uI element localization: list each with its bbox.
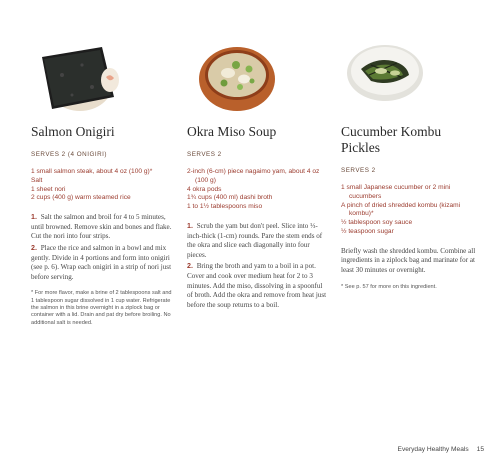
ingredient-item: 1 to 1½ tablespoons miso <box>187 203 263 211</box>
ingredient-item: ½ teaspoon sugar <box>341 227 394 235</box>
recipe-column-1 <box>31 124 173 327</box>
method-steps <box>31 213 173 282</box>
recipe-column-2 <box>187 124 329 312</box>
page-footer <box>398 446 484 453</box>
pickles-photo <box>341 35 451 115</box>
serves-label: SERVES 2 <box>341 167 376 174</box>
ingredient-item: ½ tablespoon soy sauce <box>341 219 413 227</box>
ingredient-list <box>341 184 483 237</box>
ingredient-item: Salt <box>31 176 43 184</box>
step-number: 2. <box>31 243 37 252</box>
recipe-title: Salmon Onigiri <box>31 124 115 139</box>
ingredient-list <box>31 168 173 203</box>
ingredient-item: 2-inch (6-cm) piece nagaimo yam, about 4 oz (100 g) <box>187 168 320 184</box>
method-step <box>31 244 173 282</box>
method-steps <box>187 222 329 310</box>
step-text: Scrub the yam but don't peel. Slice into ⅓-inch-thick (1-cm) rounds. Pare the stem ends of the okra and slice each diagonally into four pieces. <box>187 221 323 259</box>
step-text: Briefly wash the shredded kombu. Combine all ingredients in a ziplock bag and marinate for at least 30 minutes or overnight. <box>341 246 476 274</box>
ingredient-item: 1¾ cups (400 ml) dashi broth <box>187 194 273 202</box>
serves-label: SERVES 2 <box>187 151 222 158</box>
ingredient-list <box>187 168 329 212</box>
miso-soup-photo <box>184 35 294 115</box>
step-text: Bring the broth and yam to a boil in a pot. Cover and cook over medium heat for 2 to 3 minutes. Add the miso, dissolving in a spoonful of broth. Add the okra and remove from heat just before the soup returns to a boil. <box>187 262 327 309</box>
ingredient-item: A pinch of dried shredded kombu (kizami kombu)* <box>341 201 461 218</box>
method-step <box>341 247 483 276</box>
ingredient-item: 4 okra pods <box>187 185 222 193</box>
page-number: 15 <box>476 446 484 453</box>
method-step <box>187 262 329 310</box>
recipe-column-3 <box>341 124 483 291</box>
ingredient-item: 1 small Japanese cucumber or 2 mini cucumbers <box>341 184 451 200</box>
step-text: Place the rice and salmon in a bowl and mix gently. Divide in 4 portions and form into onigiri (see p. 6). Wrap each onigiri in a strip of nori just before serving. <box>31 243 172 281</box>
method-step <box>31 213 173 242</box>
serves-label: SERVES 2 (4 ONIGIRI) <box>31 151 108 158</box>
ingredient-item: 2 cups (400 g) warm steamed rice <box>31 194 131 202</box>
step-number: 1. <box>187 221 193 230</box>
recipe-footnote: * For more flavor, make a brine of 2 tablespoons salt and 1 tablespoon sugar dissolved in 1 cup water. Refrigerate the salmon in this brine overnight in a ziplock bag or container with a lid. Drain and pat dry before broiling. No additional salt is needed. <box>31 290 172 326</box>
method-step <box>187 222 329 260</box>
ingredient-item: 1 sheet nori <box>31 185 66 193</box>
recipe-title: Cucumber Kombu Pickles <box>341 124 442 155</box>
step-number: 1. <box>31 213 37 222</box>
recipe-footnote: * See p. 57 for more on this ingredient. <box>341 283 437 290</box>
step-number: 2. <box>187 262 193 271</box>
step-text: Salt the salmon and broil for 4 to 5 minutes, until browned. Remove skin and bones and flake. Cut the nori into four strips. <box>31 213 172 241</box>
recipe-title: Okra Miso Soup <box>187 124 277 139</box>
book-title: Everyday Healthy Meals <box>397 446 469 453</box>
method-steps <box>341 247 483 276</box>
onigiri-photo <box>22 35 132 115</box>
ingredient-item: 1 small salmon steak, about 4 oz (100 g)* <box>31 168 153 175</box>
